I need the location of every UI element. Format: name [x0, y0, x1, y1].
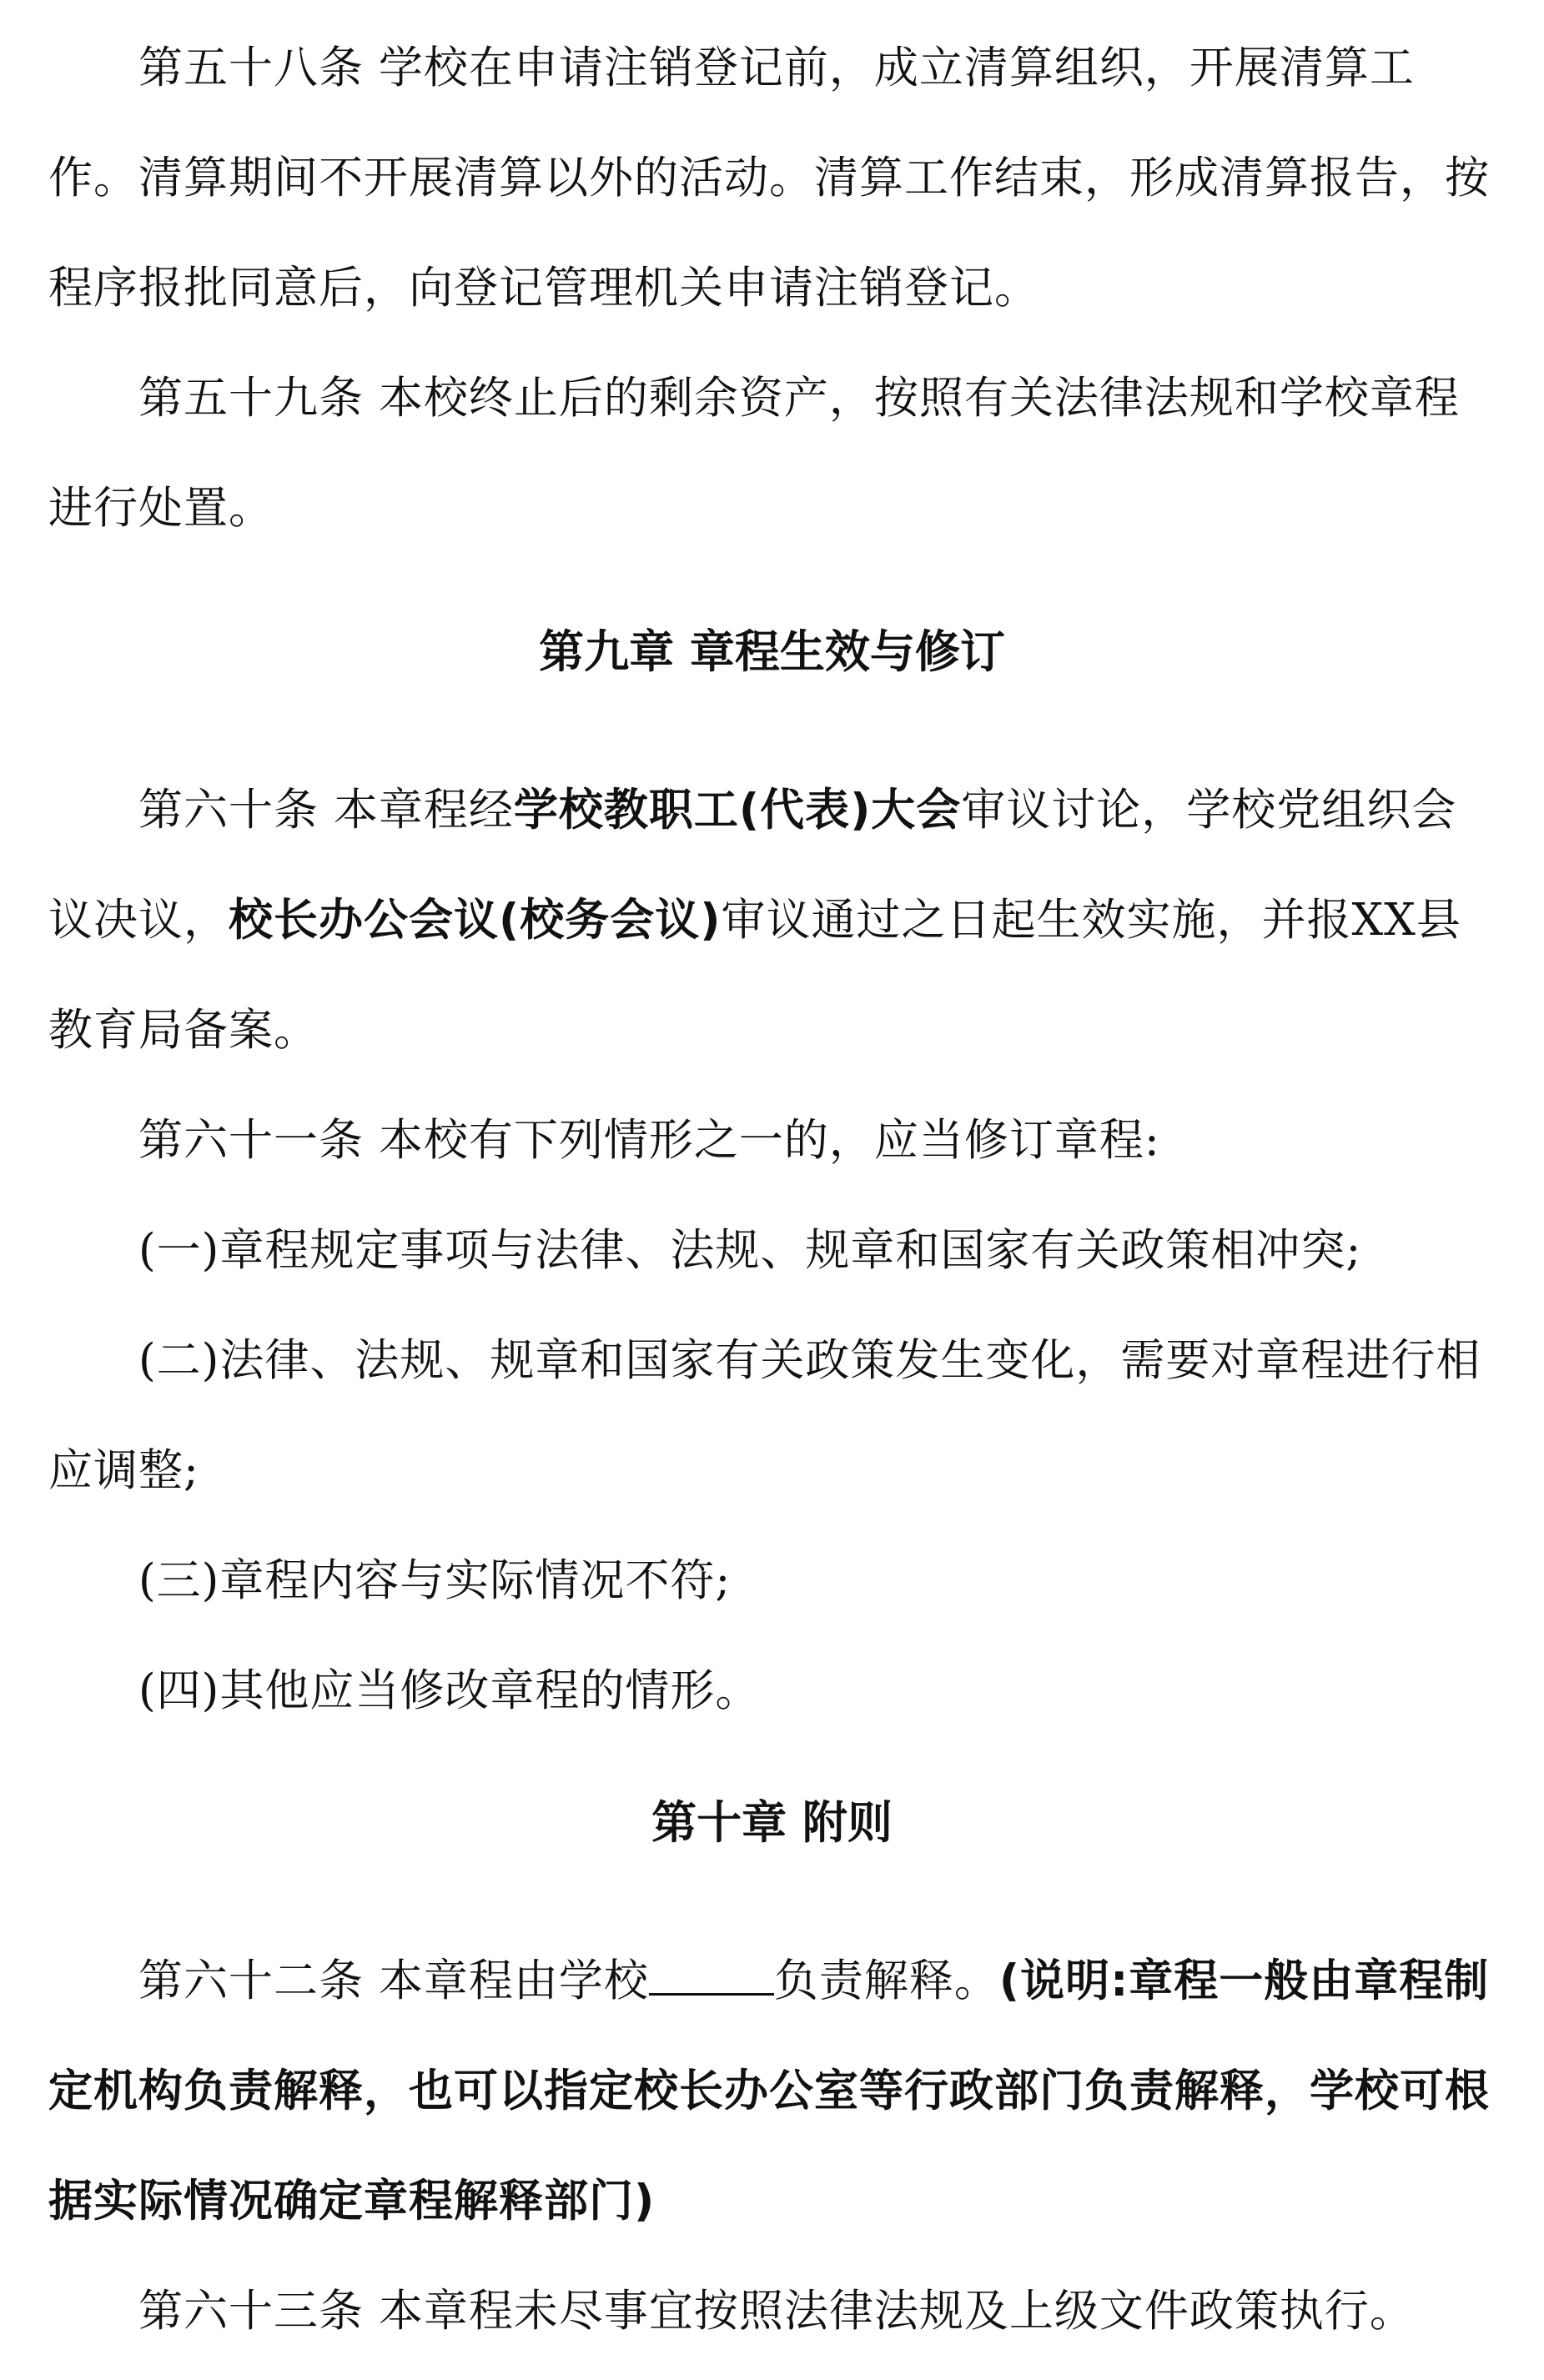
article-59: 第五十九条 本校终止后的剩余资产，按照有关法律法规和学校章程进行处置。 — [48, 373, 1460, 534]
article-63: 第六十三条 本章程未尽事宜按照法律法规及上级文件政策执行。 — [138, 2286, 1415, 2337]
article-61: 第六十一条 本校有下列情形之一的，应当修订章程: — [138, 1115, 1160, 1166]
article-60-bold-2: 校长办公会议(校务会议) — [229, 895, 722, 946]
article-60-text-2: 审议讨论，学校党组织会议决议， — [48, 785, 1457, 946]
list-item-3: (三)章程内容与实际情况不符; — [138, 1555, 732, 1606]
article-60-text-1: 第六十条 本章程经 — [138, 785, 514, 836]
chapter-9-title: 第九章 章程生效与修订 — [539, 625, 1005, 678]
article-62-note: (说明:章程一般由章程制定机构负责解释，也可以指定校长办公室等行政部门负责解释，学校可根据实际情况确定章程解释部门) — [48, 1956, 1490, 2227]
article-60 — [48, 756, 1500, 1086]
list-item-1: (一)章程规定事项与法律、法规、规章和国家有关政策相冲突; — [138, 1225, 1362, 1276]
article-62-text-1: 第六十二条 本章程由学校 — [138, 1956, 649, 2006]
blank-fill-line — [649, 1955, 774, 1996]
article-60-bold-1: 学校教职工(代表)大会 — [513, 785, 962, 836]
chapter-10-title: 第十章 附则 — [651, 1796, 893, 1849]
list-item-2: (二)法律、法规、规章和国家有关政策发生变化，需要对章程进行相应调整; — [48, 1335, 1481, 1496]
article-60-text-3: 审议通过之日起生效实施，并报XX县教育局备案。 — [48, 895, 1461, 1056]
list-item-4: (四)其他应当修改章程的情形。 — [138, 1665, 761, 1716]
article-62 — [48, 1926, 1500, 2257]
article-58: 第五十八条 学校在申请注销登记前，成立清算组织，开展清算工作。清算期间不开展清算以外的活动。清算工作结束，形成清算报告，按程序报批同意后，向登记管理机关申请注销登记。 — [48, 43, 1490, 314]
article-62-text-2: 负责解释。 — [773, 1956, 999, 2006]
